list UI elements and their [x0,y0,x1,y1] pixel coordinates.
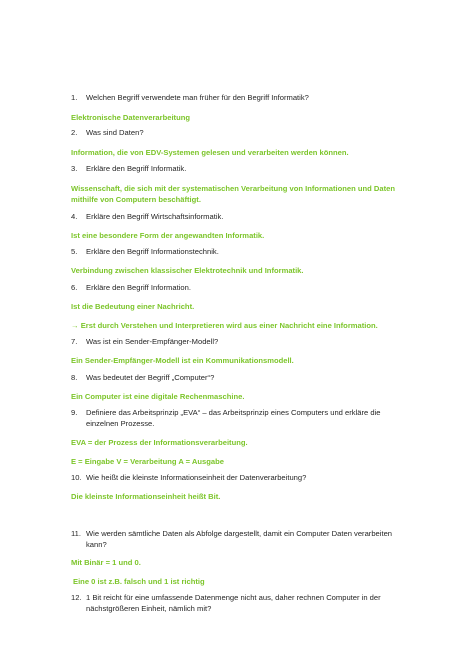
question-number: 10. [71,473,82,482]
answer-3-line-1: Wissenschaft, die sich mit der systematischen Verarbeitung von Informationen und Daten [71,184,396,193]
question-12-continued: nächstgrößeren Einheit, nämlich mit? [86,604,212,613]
question-text: Definiere das Arbeitsprinzip „EVA“ – das Arbeitsprinzip eines Computers und erkläre die [86,408,381,417]
question-number: 6. [71,283,78,292]
question-number: 11. [71,529,81,538]
question-text: Wie werden sämtliche Daten als Abfolge dargestellt, damit ein Computer Daten verarbeiten [86,529,393,538]
question-text: Was sind Daten? [86,128,144,137]
question-text: Erkläre den Begriff Wirtschaftsinformatik. [86,212,224,221]
question-11-continued: kann? [86,540,107,549]
answer-11-line-1: Mit Binär = 1 und 0. [71,558,141,567]
question-number: 12. [71,593,82,602]
question-number: 8. [71,373,78,382]
question-9-continued: einzelnen Prozesse. [86,419,155,428]
answer-10: Die kleinste Informationseinheit heißt Bit. [71,492,221,501]
answer-4: Ist eine besondere Form der angewandten Informatik. [71,231,265,240]
question-text: 1 Bit reicht für eine umfassende Datenmenge nicht aus, daher rechnen Computer in der [86,593,381,602]
question-text: Wie heißt die kleinste Informationseinheit der Datenverarbeitung? [86,473,307,482]
answer-11-line-2: Eine 0 ist z.B. falsch und 1 ist richtig [73,577,205,586]
question-text: Erkläre den Begriff Information. [86,283,191,292]
question-text: Was bedeutet der Begriff „Computer“? [86,373,215,382]
answer-8: Ein Computer ist eine digitale Rechenmaschine. [71,392,245,401]
question-number: 1. [71,93,78,102]
question-number: 3. [71,164,78,173]
answer-7: Ein Sender-Empfänger-Modell ist ein Kommunikationsmodell. [71,356,294,365]
answer-1: Elektronische Datenverarbeitung [71,113,191,122]
answer-2: Information, die von EDV-Systemen gelesen und verarbeiten werden können. [71,148,349,157]
answer-6-line-2: → Erst durch Verstehen und Interpretieren wird aus einer Nachricht eine Information. [71,321,378,330]
question-number: 2. [71,128,78,137]
question-number: 9. [71,408,78,417]
answer-9-line-2: E = Eingabe V = Verarbeitung A = Ausgabe [71,457,224,466]
answer-9-line-1: EVA = der Prozess der Informationsverarbeitung. [71,438,248,447]
question-number: 4. [71,212,78,221]
answer-6-line-1: Ist die Bedeutung einer Nachricht. [71,302,195,311]
question-number: 5. [71,247,78,256]
question-number: 7. [71,337,78,346]
question-text: Erkläre den Begriff Informatik. [86,164,187,173]
answer-3-line-2: mithilfe von Computern beschäftigt. [71,195,201,204]
question-text: Erkläre den Begriff Informationstechnik. [86,247,219,256]
question-text: Welchen Begriff verwendete man früher für den Begriff Informatik? [86,93,309,102]
answer-5: Verbindung zwischen klassischer Elektrotechnik und Informatik. [71,266,304,275]
question-text: Was ist ein Sender-Empfänger-Modell? [86,337,219,346]
